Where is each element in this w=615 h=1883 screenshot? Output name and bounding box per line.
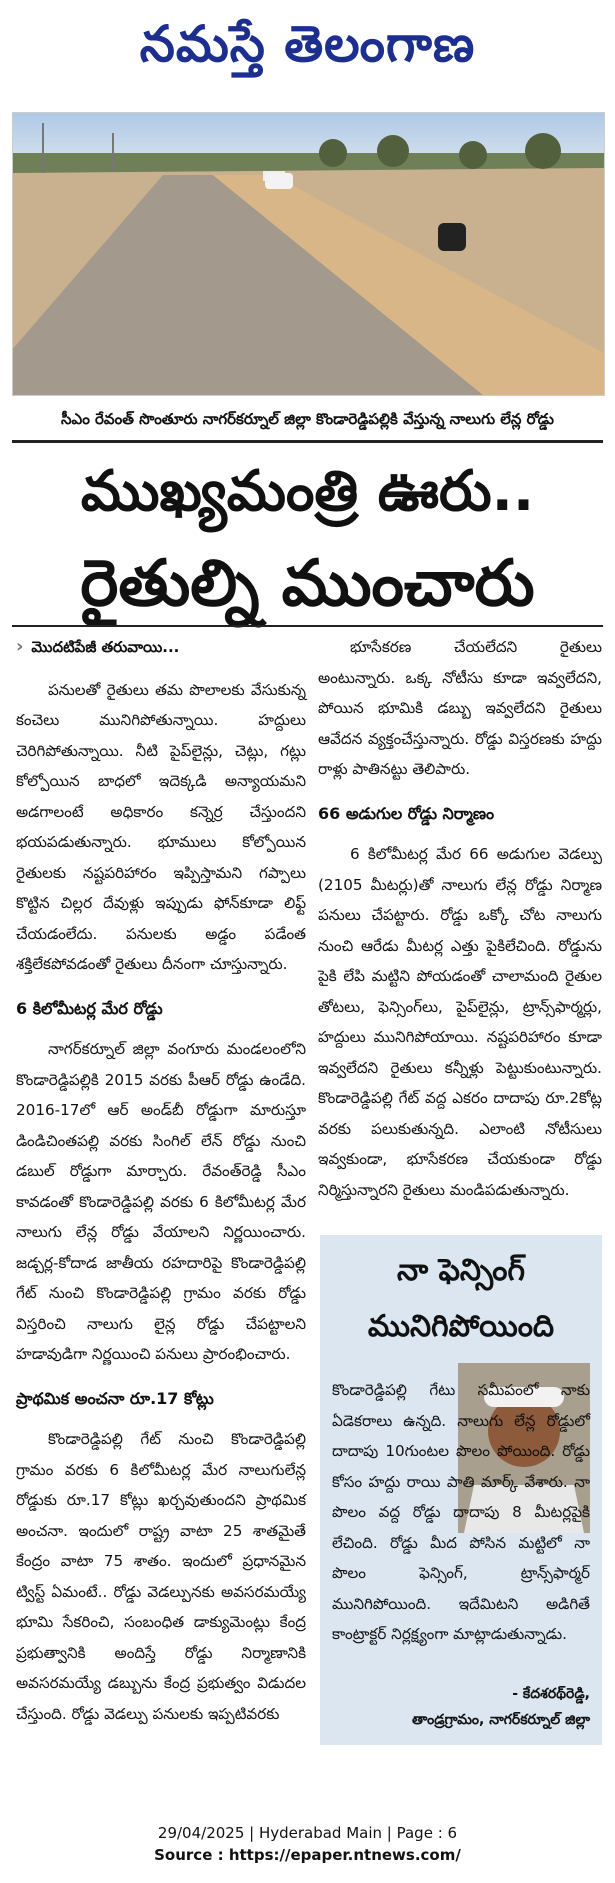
article-paragraph: భూసేకరణ చేయలేదని రైతులు అంటున్నారు. ఒక్క నోటీసు కూడా ఇవ్వలేదని, పోయిన భూమికి డబ్బు ఇవ్వలేదని రైతులు ఆవేదన వ్యక్తంచేస్తున్నారు. రోడ్డు విస్తరణకు హద్దు రాళ్లు పాతినట్టు తెలిపారు. xyxy=(318,638,602,778)
road-photo xyxy=(12,112,605,396)
quote-title-line-1: నా ఫెన్సింగ్ xyxy=(396,1253,525,1288)
headline-divider xyxy=(12,625,603,627)
subhead-road-width: 66 అడుగుల రోడ్డు నిర్మాణం xyxy=(318,803,495,823)
road-photo-image xyxy=(13,113,604,395)
chevron-right-icon: › xyxy=(16,636,24,657)
article-paragraph: 6 కిలోమీటర్ల మేర 66 అడుగుల వెడల్పు (2105 మీటర్లు)తో నాలుగు లేన్ల రోడ్డు నిర్మాణ పనులు చేపట్టారు. రోడ్డు ఒక్కో చోట నాలుగు నుంచి ఆరేడు మీటర్ల ఎత్తు పైకిలేచింది. రోడ్డును పైకి లేపి మట్టిని పోయడంతో చాలామంది రైతుల తోటలు, ఫెన్సింగ్‌లు, పైప్‌లైన్లు, ట్రాన్స్‌ఫార్మర్లు, హద్దులు మునిగిపోయాయి. నష్టపరిహారం కూడా ఇవ్వలేదని రైతులు కన్నీళ్లు పెట్టుకుంటున్నారు. కొండారెడ్డిపల్లి గేట్ వద్ద ఎకరం దాదాపు రూ.2కోట్ల వరకు పలుకుతున్నది. ఎలాంటి నోటీసులు ఇవ్వకుండా, భూసేకరణ చేయకుండా రోడ్డు నిర్మిస్తున్నారని రైతులు మండిపడుతున్నారు. xyxy=(318,845,602,1199)
article-paragraph: నాగర్‌కర్నూల్ జిల్లా వంగూరు మండలంలోని కొండారెడ్డిపల్లికి 2015 వరకు పీఆర్ రోడ్డు ఉండేది. 2016-17లో ఆర్ అండ్‌బీ రోడ్డుగా మారుస్తూ డిండిచింతపల్లి వరకు సింగిల్ లేన్ రోడ్డు నుంచి డబుల్ రోడ్డుగా మార్చారు. రేవంత్‌రెడ్డి సీఎం కావడంతో కొండారెడ్డిపల్లి వరకు 6 కిలోమీటర్ల మేర నాలుగు లేన్ల రోడ్డు వేయాలని నిర్ణయించారు. జడ్చర్ల-కోదాడ జాతీయ రహదారిపై కొండారెడ్డిపల్లి గేట్ నుంచి కొండారెడ్డిపల్లి గ్రామం వరకు రోడ్డు విస్తరించి నాలుగు లైన్ల రోడ్డు చేపట్టాలని హడావుడిగా నిర్ణయించి పనులు ప్రారంభించారు. xyxy=(16,1040,306,1363)
subhead-estimate: ప్రాథమిక అంచనా రూ.17 కోట్లు xyxy=(16,1388,214,1408)
headline-line-1: ముఖ్యమంత్రి ఊరు.. xyxy=(80,459,535,524)
photo-caption: సీఎం రేవంత్ సొంతూరు నాగర్‌కర్నూల్ జిల్లా కొండారెడ్డిపల్లికి వేస్తున్న నాలుగు లేన్ల రోడ్డు xyxy=(12,402,603,443)
article-right-column xyxy=(318,632,602,1205)
credit-name: - కేదశరథ్‌రెడ్డి, xyxy=(512,1686,590,1702)
subhead-road-length: 6 కిలోమీటర్ల మేర రోడ్డు xyxy=(16,998,163,1018)
masthead xyxy=(0,0,615,100)
article-paragraph: కొండారెడ్డిపల్లి గేట్ నుంచి కొండారెడ్డిపల్లి గ్రామం వరకు 6 కిలోమీటర్ల మేర నాలుగులేన్ల రోడ్డుకు రూ.17 కోట్లు ఖర్చవుతుందని ప్రాథమిక అంచనా. ఇందులో రాష్ట్ర వాటా 25 శాతమైతే కేంద్రం వాటా 75 శాతం. ఇందులో ప్రధానమైన ట్విస్ట్ ఏమంటే.. రోడ్డు వెడల్పునకు అవసరమయ్యే భూమి సేకరించి, సంబంధిత డాక్యుమెంట్లు కేంద్ర ప్రభుత్వానికి అందిస్తే రోడ్డు నిర్మాణానికి అవసరమయ్యే డబ్బును కేంద్ర ప్రభుత్వం విడుదల చేస్తుంది. రోడ్డు వెడల్పు పనులకు ఇప్పటివరకు xyxy=(16,1430,306,1723)
quote-title-line-2: మునిగిపోయింది xyxy=(367,1309,555,1344)
page-footer xyxy=(0,1822,615,1866)
continued-kicker xyxy=(16,632,306,663)
farmer-quote-box xyxy=(320,1235,602,1745)
article-paragraph: పనులతో రైతులు తమ పొలాలకు వేసుకున్న కంచెలు మునిగిపోతున్నాయి. హద్దులు చెరిగిపోతున్నాయి. నీటి పైప్‌లైన్లు, చెట్లు, గట్లు కోల్పోయిన బాధలో ఇదెక్కడి అన్యాయమని అడగాలంటే అధికారం కన్నెర్ర చేస్తుందని భయపడుతున్నారు. భూములు కోల్పోయిన రైతులకు నష్టపరిహారం ఇప్పిస్తామని గప్పాలు కొట్టిన చిల్లర దేవుళ్లు ఇప్పుడు ఫోన్‌కూడా లిఫ్ట్ చేయడంలేదు. పనులకు అడ్డం పడేంత శక్తిలేకపోవడంతో రైతులు దీనంగా చూస్తున్నారు. xyxy=(16,680,306,973)
article-left-column xyxy=(16,632,306,1729)
newspaper-title: నమస్తే తెలంగాణ xyxy=(139,14,476,73)
kicker-label: మొదటిపేజీ తరువాయి... xyxy=(31,638,180,656)
credit-place: తాండ్రగ్రామం, నాగర్‌కర్నూల్ జిల్లా xyxy=(412,1712,590,1728)
quote-credit xyxy=(332,1681,590,1733)
quote-box-title xyxy=(320,1243,602,1355)
quote-text: కొండారెడ్డిపల్లి గేటు సమీపంలో నాకు ఏడెకరాలు ఉన్నది. నాలుగు లేన్ల రోడ్డులో దాదాపు 10గుంటల పొలం పోయింది. రోడ్డు కోసం హద్దు రాయి పాతి మార్క్ వేశారు. నా పొలం వద్ద రోడ్డు దాదాపు 8 మీటర్లపైకి లేచింది. రోడ్డు మీద పోసిన మట్టిలో నా పొలం ఫెన్సింగ్, ట్రాన్స్‌ఫార్మర్ మునిగిపోయింది. ఇదేమిటని అడిగితే కాంట్రాక్టర్ నిర్లక్ష్యంగా మాట్లాడుతున్నాడు. xyxy=(332,1381,590,1643)
footer-date-edition: 29/04/2025 | Hyderabad Main | Page : 6 xyxy=(157,1824,458,1842)
footer-source: Source : https://epaper.ntnews.com/ xyxy=(154,1846,461,1864)
headline-line-2: రైతుల్ని ముంచారు xyxy=(80,547,535,621)
